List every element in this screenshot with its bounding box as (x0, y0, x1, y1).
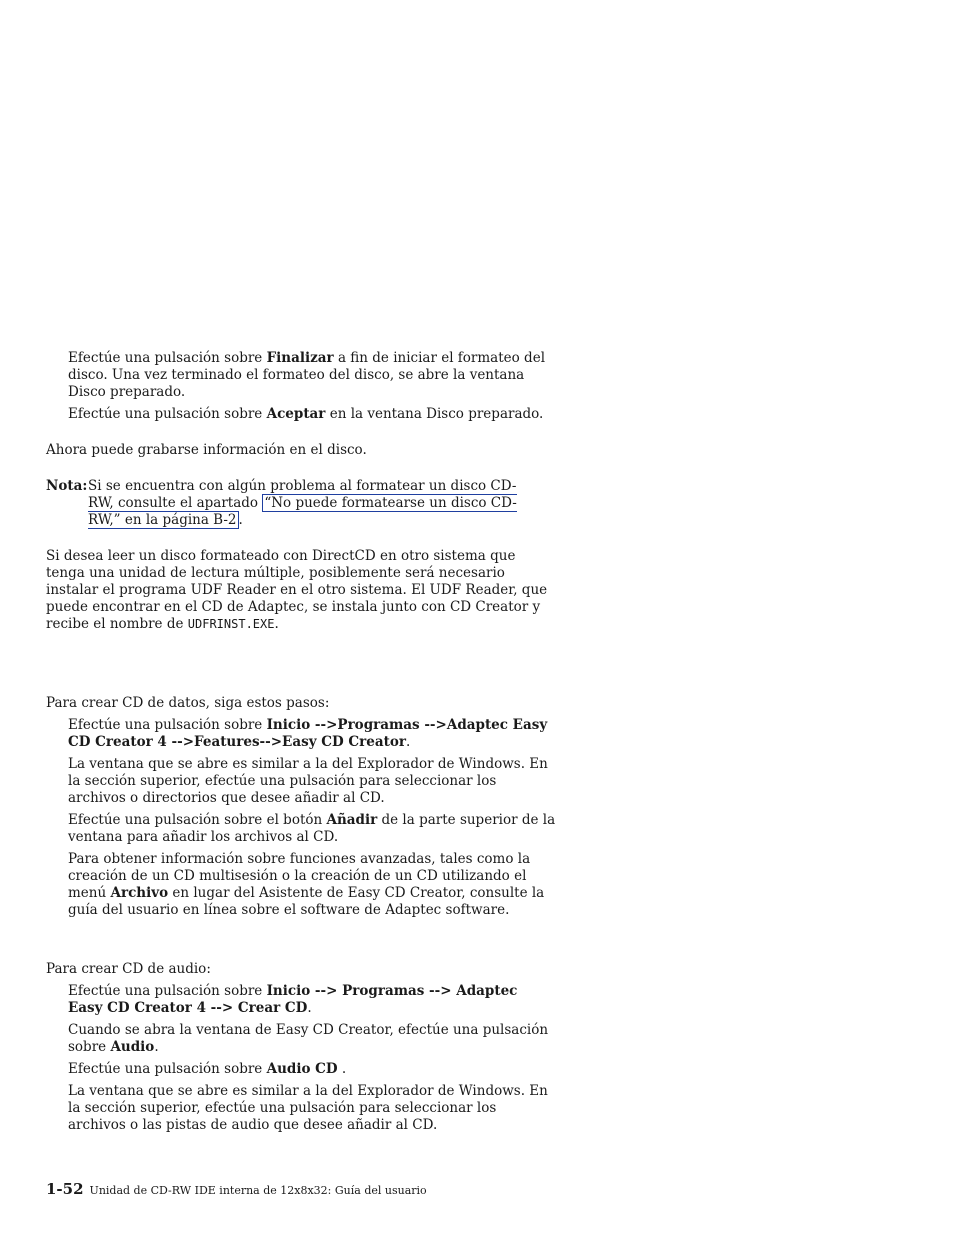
filename-code: UDFRINST.EXE (187, 617, 275, 631)
audio-cd-step-2: Cuando se abra la ventana de Easy CD Creator, efectúe una pulsación sobre Audio. (68, 1022, 549, 1055)
paragraph-ready: Ahora puede grabarse información en el disco. (46, 442, 367, 458)
note-text: Si se encuentra con algún problema al formatear un disco CD-RW, consulte el apartado “No puede formatearse un disco CD-RW,” en la página B-2 . (88, 478, 517, 528)
audio-cd-intro: Para crear CD de audio: (46, 961, 211, 977)
audio-cd-step-3: Efectúe una pulsación sobre Audio CD . (68, 1061, 347, 1077)
data-cd-step-2: La ventana que se abre es similar a la del Explorador de Windows. En la sección superior, efectúe una pulsación para seleccionar los archivos o directorios que desee añadir al CD. (68, 756, 548, 806)
footer-title: Unidad de CD-RW IDE interna de 12x8x32: Guía del usuario (89, 1184, 427, 1197)
paragraph-udf-reader: Si desea leer un disco formateado con DirectCD en otro sistema que tenga una unidad de lectura múltiple, posiblemente será necesario instalar el programa UDF Reader en el otro sistema. El UDF Reader, que puede encontrar en el CD de Adaptec, se instala junto con CD Creator y recibe el nombre de UDFRINST.EXE. (46, 548, 548, 632)
step-finalize: Efectúe una pulsación sobre Finalizar a fin de iniciar el formateo del disco. Una vez terminado el formateo del disco, se abre la ventana Disco preparado. (68, 350, 546, 400)
step-accept: Efectúe una pulsación sobre Aceptar en la ventana Disco preparado. (68, 406, 544, 422)
data-cd-step-4: Para obtener información sobre funciones avanzadas, tales como la creación de un CD multisesión o la creación de un CD utilizando el menú Archivo en lugar del Asistente de Easy CD Creator, consulte la guía del usuario en línea sobre el software de Adaptec software. (68, 851, 545, 918)
data-cd-step-1: Efectúe una pulsación sobre Inicio -->Programas -->Adaptec Easy CD Creator 4 -->Features-->Easy CD Creator. (68, 717, 548, 750)
audio-cd-step-1: Efectúe una pulsación sobre Inicio --> Programas --> Adaptec Easy CD Creator 4 --> Crear CD. (68, 983, 518, 1016)
cross-reference-link[interactable]: “No puede formatearse un disco CD-RW,” en la página B-2 (88, 495, 517, 528)
page-footer (46, 1181, 646, 1199)
data-cd-step-3: Efectúe una pulsación sobre el botón Añadir de la parte superior de la ventana para añadir los archivos al CD. (68, 812, 556, 845)
audio-cd-step-4: La ventana que se abre es similar a la del Explorador de Windows. En la sección superior, efectúe una pulsación para seleccionar los archivos o las pistas de audio que desee añadir al CD. (68, 1083, 548, 1133)
note-label: Nota: (46, 478, 88, 494)
page-number: 1-52 (46, 1180, 84, 1198)
data-cd-intro: Para crear CD de datos, siga estos pasos: (46, 695, 330, 711)
